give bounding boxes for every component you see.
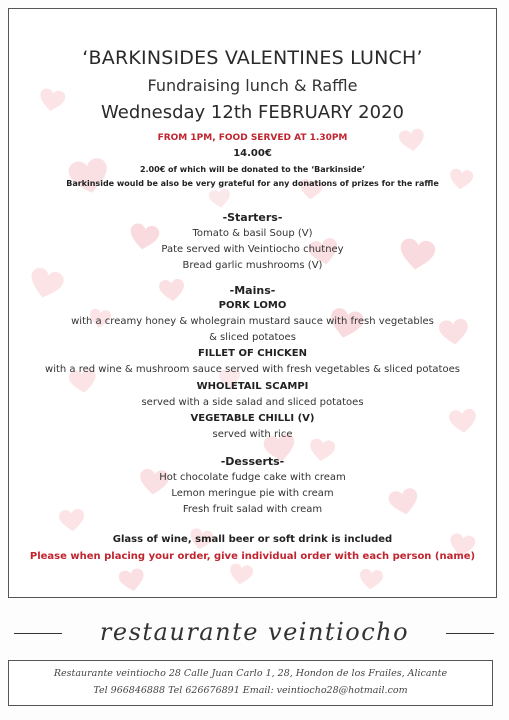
footer-address: Restaurante veintiocho 28 Calle Juan Carlo 1, 28, Hondon de los Frailes, Alicante [53, 668, 448, 679]
starter-item: Bread garlic mushrooms (V) [182, 260, 323, 271]
main-dish-name: WHOLETAIL SCAMPI [196, 381, 309, 392]
main-dish-desc: with a creamy honey & wholegrain mustard sauce with fresh vegetables [71, 316, 434, 327]
main-dish-desc: served with a side salad and sliced potatoes [141, 397, 364, 408]
event-price: 14.00€ [233, 148, 272, 159]
order-note: Please when placing your order, give individual order with each person (name) [29, 551, 476, 562]
dessert-item: Hot chocolate fudge cake with cream [159, 472, 346, 483]
main-dish-desc: served with rice [212, 429, 293, 440]
main-dish-name: FILLET OF CHICKEN [198, 348, 307, 359]
main-dish-name: VEGETABLE CHILLI (V) [190, 413, 315, 424]
prize-note: Barkinside would be also be very grateful for any donations of prizes for the raffle [66, 179, 439, 188]
starters-heading: -Starters- [222, 211, 283, 224]
event-title: ‘BARKINSIDES VALENTINES LUNCH’ [82, 47, 423, 69]
starter-item: Pate served with Veintiocho chutney [161, 244, 344, 255]
desserts-heading: -Desserts- [220, 455, 285, 468]
dessert-item: Fresh fruit salad with cream [182, 504, 323, 515]
mains-heading: -Mains- [229, 284, 276, 297]
footer-contact-box [8, 660, 493, 706]
main-dish-desc: with a red wine & mushroom sauce served with fresh vegetables & sliced potatoes [45, 364, 460, 375]
drink-note: Glass of wine, small beer or soft drink is included [112, 534, 393, 545]
menu-card [8, 8, 497, 598]
event-time: FROM 1PM, FOOD SERVED AT 1.30PM [157, 133, 348, 143]
brand-divider-right [446, 633, 494, 634]
donation-note: 2.00€ of which will be donated to the ‘Barkinside’ [139, 165, 366, 174]
event-subtitle: Fundraising lunch & Raffle [147, 76, 358, 95]
footer-contact: Tel 966846888 Tel 626676891 Email: veintiocho28@hotmail.com [93, 685, 408, 696]
dessert-item: Lemon meringue pie with cream [171, 488, 334, 499]
main-dish-desc: & sliced potatoes [209, 332, 296, 343]
event-date: Wednesday 12th FEBRUARY 2020 [101, 102, 404, 123]
main-dish-name: PORK LOMO [218, 300, 287, 311]
starter-item: Tomato & basil Soup (V) [192, 228, 313, 239]
restaurant-brand: restaurante veintiocho [99, 618, 410, 646]
